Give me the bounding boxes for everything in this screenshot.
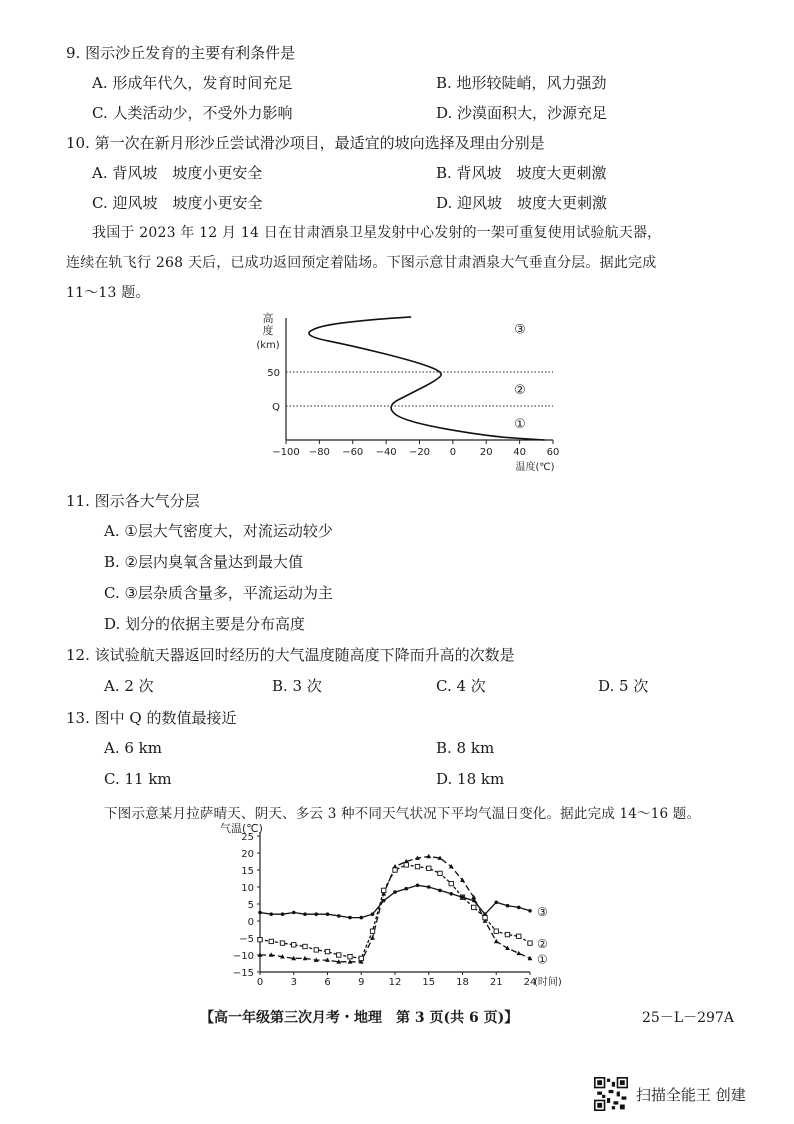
scanner-watermark	[594, 1074, 774, 1114]
question-13-option-d[interactable]: D. 18 km	[436, 770, 505, 788]
series-2-point	[427, 866, 431, 870]
temperature-daily-chart	[218, 822, 563, 992]
series-1-point	[516, 951, 521, 955]
layer-label-2: ②	[514, 383, 526, 398]
x-tick-label: 60	[546, 447, 560, 458]
x-tick-label: −80	[308, 447, 330, 458]
series-3-point	[438, 889, 442, 893]
x-tick-label: 40	[513, 447, 526, 458]
series-2-point	[370, 929, 374, 933]
question-12-option-d[interactable]: D. 5 次	[598, 677, 649, 695]
series-3-point	[314, 912, 318, 916]
scanner-text: 扫描全能王 创建	[636, 1085, 746, 1104]
question-11-option-a[interactable]: A. ①层大气密度大，对流运动较少	[104, 522, 333, 540]
question-11-stem: 11. 图示各大气分层	[66, 492, 200, 510]
y-tick-label: 25	[241, 832, 254, 843]
series-3-point	[494, 901, 498, 905]
series-3-point	[359, 916, 363, 920]
passage-1-line-1: 我国于 2023 年 12 月 14 日在甘肃酒泉卫星发射中心发射的一架可重复使用试验航天器，	[92, 225, 662, 241]
series-3-point	[404, 887, 408, 891]
series-2-point	[382, 888, 386, 892]
x-tick-label: 24	[523, 977, 537, 988]
series-3-point	[281, 912, 285, 916]
series-3-point	[258, 911, 262, 915]
x-tick-label: −20	[408, 447, 431, 458]
paper-code: 25－L－297A	[642, 1010, 734, 1026]
layer-label-1: ①	[514, 417, 526, 432]
question-10-option-d[interactable]: D. 迎风坡 坡度大更刺激	[436, 194, 608, 212]
layer-label-3: ③	[514, 322, 526, 338]
series-2-point	[314, 948, 318, 952]
x-tick-label: −60	[342, 447, 364, 458]
series-3-point	[371, 912, 375, 916]
series-3-point	[337, 914, 341, 918]
series-3-point	[416, 884, 420, 888]
question-9-option-d[interactable]: D. 沙漠面积大，沙源充足	[436, 104, 608, 122]
series-3-point	[393, 890, 397, 894]
y-axis-label: 度	[262, 324, 274, 337]
series-3-point	[292, 911, 296, 915]
y-axis-label: 气温(℃)	[220, 822, 263, 835]
series-line-3	[260, 885, 530, 917]
question-13-option-a[interactable]: A. 6 km	[104, 739, 162, 757]
question-10-option-b[interactable]: B. 背风坡 坡度大更刺激	[436, 164, 607, 182]
series-2-point	[348, 955, 352, 959]
y-tick-label: 0	[247, 917, 254, 928]
y-tick-label: 15	[241, 866, 254, 877]
series-3-point	[303, 912, 307, 916]
qr-code-icon	[594, 1077, 628, 1111]
series-label-1: ①	[537, 952, 548, 967]
series-2-point	[528, 941, 532, 945]
passage-2: 下图示意某月拉萨晴天、阴天、多云 3 种不同天气状况下平均气温日变化。据此完成 14～16 题。	[104, 806, 701, 822]
series-3-point	[427, 885, 431, 889]
question-13-option-b[interactable]: B. 8 km	[436, 739, 495, 757]
y-tick-label: Q	[272, 402, 280, 413]
series-2-point	[359, 956, 363, 960]
x-tick-label: 3	[290, 977, 297, 988]
series-label-3: ③	[537, 904, 548, 919]
x-tick-label: −40	[375, 447, 397, 458]
x-tick-label: 21	[489, 977, 503, 988]
page-footer-title: 【高一年级第三次月考・地理 第 3 页(共 6 页)】	[200, 1010, 519, 1026]
series-2-point	[449, 881, 453, 885]
series-3-point	[449, 892, 453, 896]
series-2-point	[337, 953, 341, 957]
series-2-point	[404, 863, 408, 867]
series-3-point	[269, 912, 273, 916]
question-9-option-c[interactable]: C. 人类活动少，不受外力影响	[92, 104, 293, 122]
question-11-option-b[interactable]: B. ②层内臭氧含量达到最大值	[104, 553, 304, 571]
series-2-point	[303, 944, 307, 948]
series-2-point	[292, 943, 296, 947]
question-13-stem: 13. 图中 Q 的数值最接近	[66, 709, 237, 727]
y-tick-label: 10	[241, 883, 254, 894]
series-2-point	[517, 934, 521, 938]
series-2-point	[258, 938, 262, 942]
y-axis-label: 高	[262, 312, 274, 325]
series-2-point	[438, 871, 442, 875]
question-12-option-a[interactable]: A. 2 次	[104, 677, 154, 695]
passage-1-line-2: 连续在轨飞行 268 天后，已成功返回预定着陆场。下图示意甘肃酒泉大气垂直分层。据此完成	[66, 255, 657, 271]
x-tick-label: 20	[479, 447, 493, 458]
question-12-option-c[interactable]: C. 4 次	[436, 677, 486, 695]
series-3-point	[506, 904, 510, 908]
series-2-point	[269, 939, 273, 943]
y-axis-unit: (km)	[256, 340, 280, 351]
question-9-option-a[interactable]: A. 形成年代久，发育时间充足	[92, 74, 293, 92]
y-tick-label: −15	[232, 968, 254, 979]
y-tick-label: −10	[232, 951, 254, 962]
series-3-point	[461, 895, 465, 899]
y-tick-label: −5	[239, 934, 254, 945]
series-2-point	[472, 905, 476, 909]
question-10-option-c[interactable]: C. 迎风坡 坡度小更安全	[92, 194, 263, 212]
x-axis-label: (时间)	[534, 977, 562, 988]
series-3-point	[382, 899, 386, 903]
series-3-point	[348, 916, 352, 920]
question-9-option-b[interactable]: B. 地形较陡峭，风力强劲	[436, 74, 607, 92]
x-tick-label: 15	[422, 977, 436, 988]
question-12-stem: 12. 该试验航天器返回时经历的大气温度随高度下降而升高的次数是	[66, 646, 515, 664]
x-tick-label: 6	[324, 977, 331, 988]
series-2-point	[483, 915, 487, 919]
x-tick-label: 18	[456, 977, 469, 988]
series-2-point	[325, 949, 329, 953]
x-tick-label: 12	[388, 977, 402, 988]
series-line-2	[260, 865, 530, 959]
x-tick-label: 0	[256, 977, 264, 988]
x-axis-label: 温度(℃)	[515, 462, 555, 473]
series-1-point	[494, 939, 499, 943]
y-tick-label: 5	[247, 900, 254, 911]
series-2-point	[415, 864, 419, 868]
question-10-option-a[interactable]: A. 背风坡 坡度小更安全	[92, 164, 263, 182]
x-tick-label: 0	[449, 447, 457, 458]
question-11-option-d[interactable]: D. 划分的依据主要是分布高度	[104, 615, 306, 633]
series-3-point	[472, 899, 476, 903]
series-3-point	[483, 912, 487, 916]
series-2-point	[505, 932, 509, 936]
temperature-profile-curve	[309, 317, 545, 440]
question-12-option-b[interactable]: B. 3 次	[272, 677, 322, 695]
series-label-2: ②	[537, 937, 548, 952]
series-3-point	[517, 906, 521, 910]
x-tick-label: 9	[358, 977, 365, 988]
atmosphere-layer-chart	[250, 310, 570, 475]
question-13-option-c[interactable]: C. 11 km	[104, 770, 172, 788]
passage-1-line-3: 11～13 题。	[66, 285, 150, 301]
series-3-point	[528, 909, 532, 913]
question-11-option-c[interactable]: C. ③层杂质含量多，平流运动为主	[104, 584, 333, 602]
question-9-stem: 9. 图示沙丘发育的主要有利条件是	[66, 44, 296, 62]
y-tick-label: 50	[267, 368, 280, 379]
series-2-point	[393, 868, 397, 872]
x-tick-label: −100	[272, 447, 300, 458]
y-tick-label: 20	[241, 849, 254, 860]
series-3-point	[326, 912, 330, 916]
series-2-point	[494, 929, 498, 933]
series-2-point	[280, 941, 284, 945]
question-10-stem: 10. 第一次在新月形沙丘尝试滑沙项目，最适宜的坡向选择及理由分别是	[66, 134, 545, 152]
